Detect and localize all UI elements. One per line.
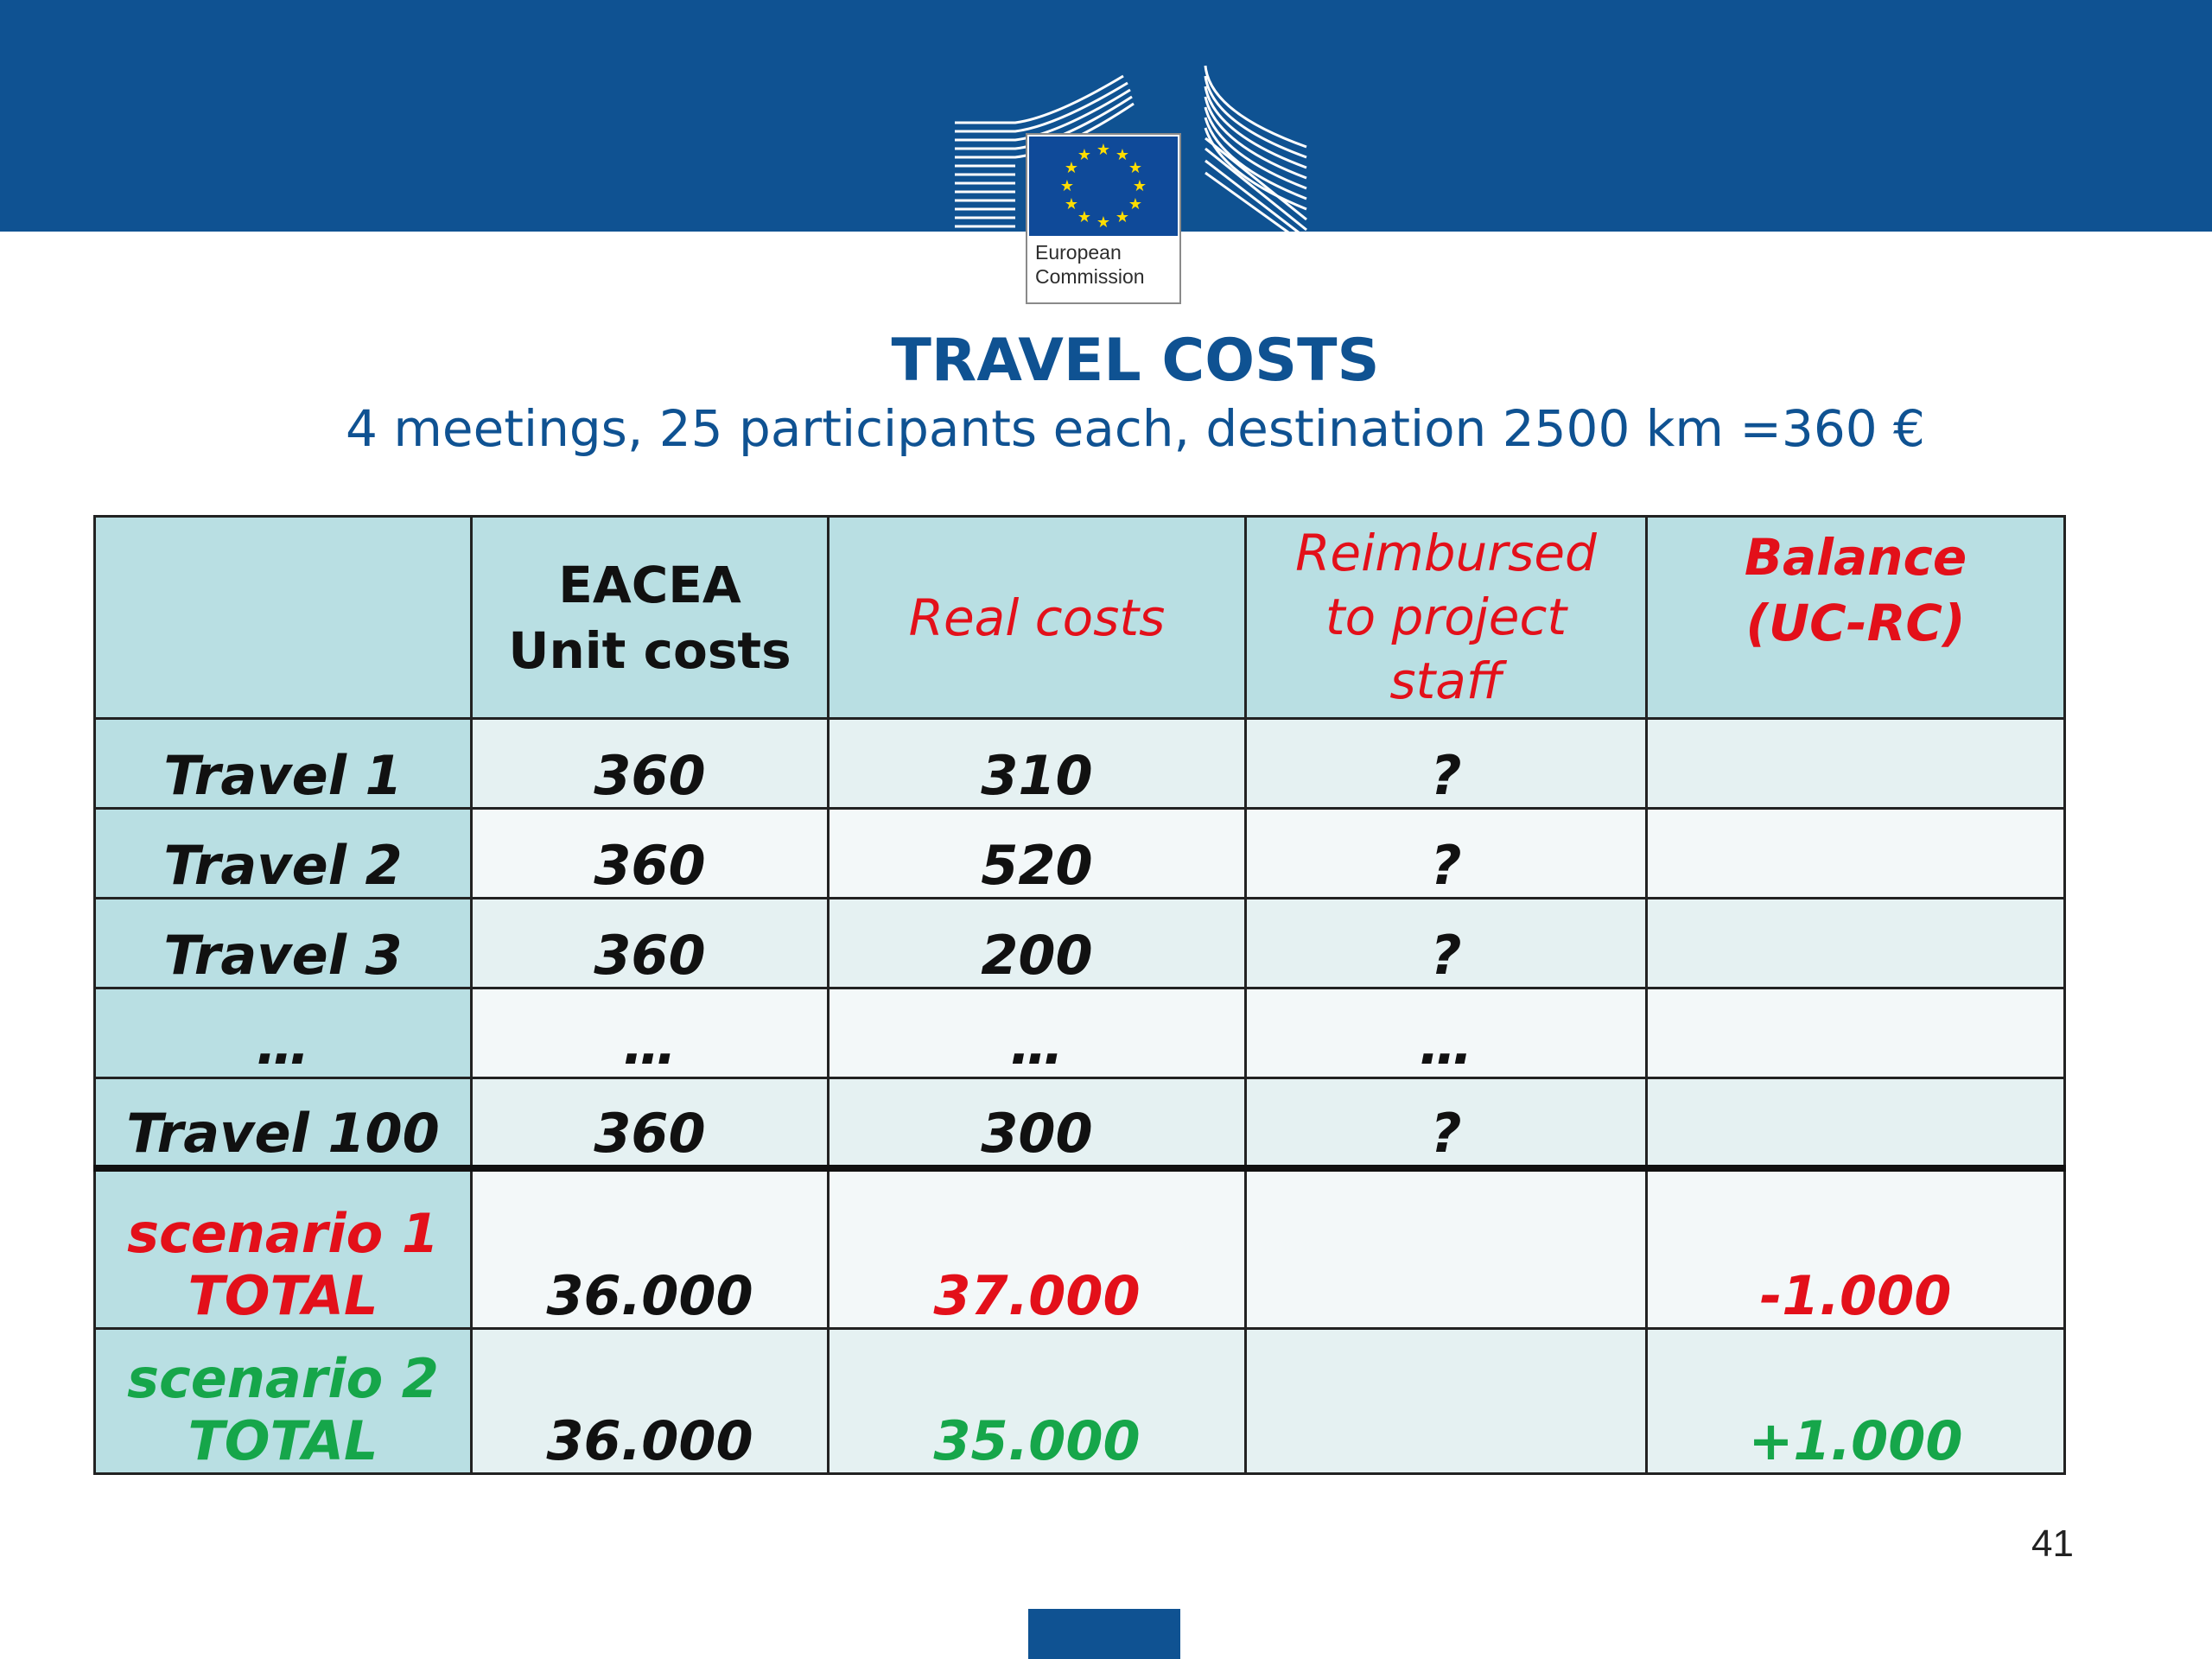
balance-cell [1647,809,2065,899]
svg-text:★: ★ [1077,208,1092,226]
reimbursed-cell: ? [1246,899,1647,988]
scenario-2-unit-total: 36.000 [472,1329,829,1474]
scenario-1-balance: -1.000 [1647,1168,2065,1329]
row-label: Travel 3 [95,899,472,988]
unit-cost-cell: 360 [472,899,829,988]
row-label: … [95,988,472,1078]
svg-text:★: ★ [1115,208,1130,226]
scenario-1-unit-total: 36.000 [472,1168,829,1329]
scenario-2-label: scenario 2 TOTAL [95,1329,472,1474]
svg-text:★: ★ [1115,146,1130,164]
scenario-2-reimbursed-total [1246,1329,1647,1474]
header-real-costs: Real costs [829,517,1246,719]
header-balance: Balance (UC-RC) [1647,517,2065,719]
table-row [95,899,2065,988]
page-subtitle: 4 meetings, 25 participants each, destination 2500 km =360 € [346,399,1925,458]
real-cost-cell: … [829,988,1246,1078]
svg-text:★: ★ [1096,141,1111,159]
row-label: Travel 2 [95,809,472,899]
svg-text:★: ★ [1064,195,1079,213]
page-title: TRAVEL COSTS [891,327,1380,395]
balance-cell [1647,719,2065,809]
table-header-row [95,517,2065,719]
real-cost-cell: 520 [829,809,1246,899]
svg-text:★: ★ [1059,177,1075,195]
scenario-1-real-total: 37.000 [829,1168,1246,1329]
svg-text:★: ★ [1096,213,1111,232]
footer-tab [1028,1609,1180,1659]
reimbursed-cell: ? [1246,1078,1647,1168]
row-label: Travel 100 [95,1078,472,1168]
reimbursed-cell: ? [1246,809,1647,899]
svg-text:★: ★ [1132,177,1147,195]
svg-text:★: ★ [1077,146,1092,164]
table-row [95,809,2065,899]
row-label: Travel 1 [95,719,472,809]
reimbursed-cell: ? [1246,719,1647,809]
real-cost-cell: 200 [829,899,1246,988]
svg-text:★: ★ [1128,195,1143,213]
unit-cost-cell: 360 [472,719,829,809]
table-row [95,988,2065,1078]
balance-cell [1647,988,2065,1078]
reimbursed-cell: … [1246,988,1647,1078]
unit-cost-cell: 360 [472,1078,829,1168]
table-row [95,1078,2065,1168]
balance-cell [1647,1078,2065,1168]
scenario-2-total-row [95,1329,2065,1474]
header-reimbursed: Reimbursed to project staff [1246,517,1647,719]
scenario-1-total-row [95,1168,2065,1329]
scenario-1-label: scenario 1 TOTAL [95,1168,472,1329]
header-cell-empty [95,517,472,719]
logo-text: European Commission [1035,241,1145,288]
svg-text:★: ★ [1128,159,1143,177]
table-row [95,719,2065,809]
scenario-1-reimbursed-total [1246,1168,1647,1329]
scenario-2-balance: +1.000 [1647,1329,2065,1474]
header-unit-costs: EACEA Unit costs [472,517,829,719]
svg-text:★: ★ [1064,159,1079,177]
real-cost-cell: 310 [829,719,1246,809]
travel-costs-table [93,515,2066,1475]
scenario-2-real-total: 35.000 [829,1329,1246,1474]
balance-cell [1647,899,2065,988]
unit-cost-cell: 360 [472,809,829,899]
unit-cost-cell: … [472,988,829,1078]
page-number: 41 [2031,1522,2074,1565]
real-cost-cell: 300 [829,1078,1246,1168]
